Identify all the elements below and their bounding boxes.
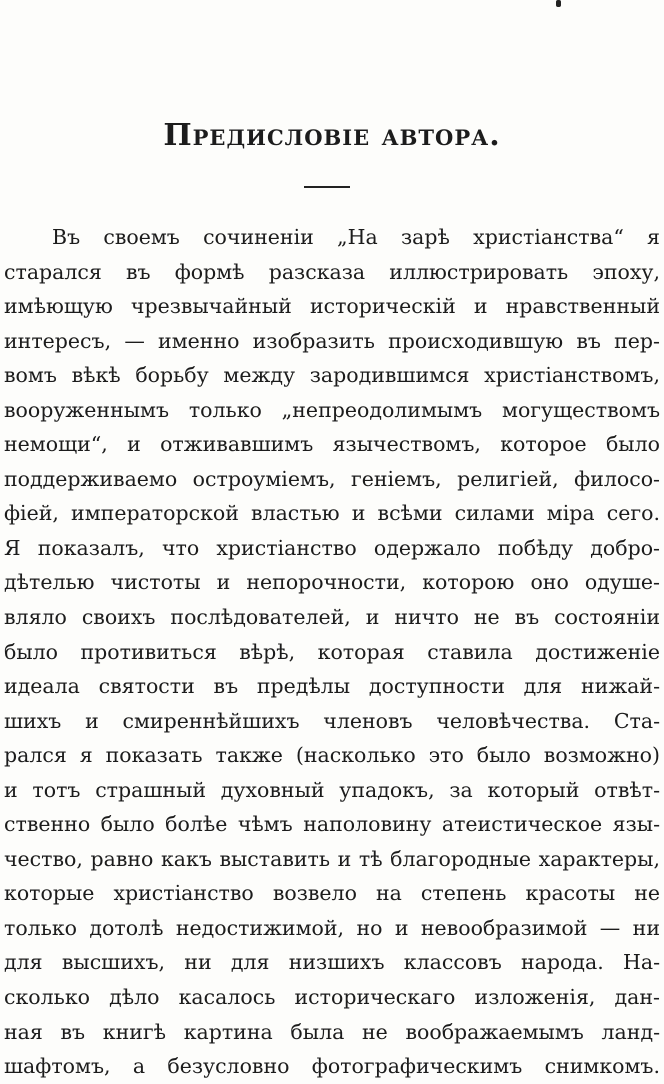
text-line: для высшихъ, ни для низшихъ классовъ народа. На- [4,950,660,975]
page-title: Предисловіе автора. [163,118,501,153]
text-line: вомъ вѣкѣ борьбу между зародившимся христіанствомъ, [4,363,660,388]
text-line: имѣющую чрезвычайный историческій и нравственный [4,294,660,319]
text-line: шафтомъ, а безусловно фотографическимъ снимкомъ. [4,1054,660,1079]
title-divider [304,186,350,188]
text-line: сколько дѣло касалось историческаго изложенія, дан- [4,985,660,1010]
preface-text [4,220,660,1084]
text-line: поддерживаемо остроуміемъ, геніемъ, религіей, филосо- [4,466,660,491]
ink-speck [556,0,561,7]
text-line: ственно было болѣе чѣмъ наполовину атеистическое язы- [4,812,660,837]
text-line: интересъ, — именно изобразить происходившую въ пер- [4,328,660,353]
text-line: идеала святости въ предѣлы доступности для нижай- [4,674,660,699]
text-line: вляло своихъ послѣдователей, и ничто не въ состояніи [4,605,660,630]
text-line: Я показалъ, что христіанство одержало побѣду добро- [4,535,660,560]
text-line: и тотъ страшный духовный упадокъ, за который отвѣт- [4,777,660,802]
text-line: ная въ книгѣ картина была не воображаемымъ ланд- [4,1019,660,1044]
text-line: рался я показать также (насколько это было возможно) [4,743,660,768]
text-line: старался въ формѣ разсказа иллюстрировать эпоху, [4,259,660,284]
text-line: Въ своемъ сочиненіи „На зарѣ христіанства“ я [52,225,660,249]
text-line: чество, равно какъ выставить и тѣ благородные характеры, [4,846,660,871]
text-line: шихъ и смиреннѣйшихъ членовъ человѣчества. Ста- [4,708,660,733]
text-line: фіей, императорской властью и всѣми силами міра сего. [4,501,660,526]
text-line: только дотолѣ недостижимой, но и невообразимой — ни [4,915,660,940]
text-line: дѣтелью чистоты и непорочности, которою оно одуше- [4,570,660,595]
text-line: вооруженнымъ только „непреодолимымъ могуществомъ [4,397,660,422]
text-line: которые христіанство возвело на степень красоты не [4,881,660,906]
text-line: было противиться вѣрѣ, которая ставила достиженіе [4,639,660,664]
text-line: немощи“, и отживавшимъ язычествомъ, которое было [4,432,660,457]
